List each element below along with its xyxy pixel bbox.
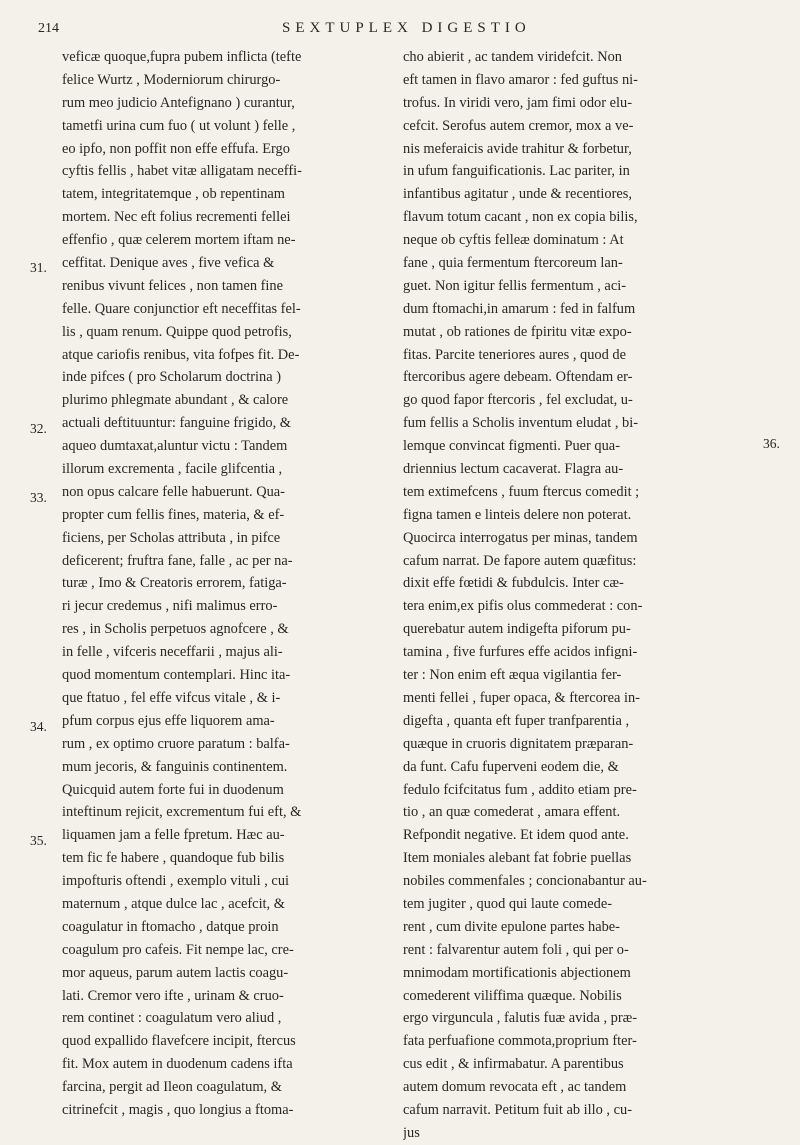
text-line: tio , an quæ comederat , amara effent. — [403, 804, 621, 821]
text-line: figna tamen e linteis delere non poterat. — [403, 506, 632, 523]
text-line: Item moniales alebant fat fobrie puellas — [403, 850, 632, 867]
text-line: tatem, integritatemque , ob repentinam — [62, 186, 285, 203]
text-line: liquamen jam a felle fpretum. Hæc au- — [62, 827, 285, 844]
text-line: trofus. In viridi vero, jam fimi odor elu- — [403, 94, 632, 111]
text-line: ficiens, per Scholas attributa , in pifce — [62, 529, 281, 546]
text-line: rum , ex optimo cruore paratum : balfa- — [62, 735, 290, 752]
running-title: SEXTUPLEX DIGESTIO — [282, 20, 531, 36]
text-line: nis meferaicis avide trahitur & forbetur, — [403, 140, 632, 157]
text-line: autem domum revocata eft , ac tandem — [403, 1079, 627, 1096]
text-line: plurimo phlegmate abundant , & calore — [62, 392, 289, 409]
text-line: actuali deftituuntur: fanguine frigido, & — [62, 415, 291, 432]
left-text-column — [62, 46, 398, 1122]
text-line: quæque in cruoris dignitatem præparan- — [403, 735, 634, 752]
margin-number: 32. — [30, 421, 47, 436]
text-line: Refpondit negative. Et idem quod ante. — [403, 827, 629, 844]
text-line: tem jugiter , quod qui laute comede- — [403, 895, 613, 912]
text-line: cefcit. Serofus autem cremor, mox a ve- — [403, 117, 634, 134]
text-line: que ftatuo , fel effe vifcus vitale , & i- — [62, 689, 281, 706]
text-line: citrinefcit , magis , quo longius a ftoma- — [62, 1101, 294, 1118]
text-line: tametfi urina cum fuo ( ut volunt ) felle , — [62, 117, 296, 134]
text-line: rent , cum divite epulone partes habe- — [403, 918, 620, 935]
text-line: quod momentum contemplari. Hinc ita- — [62, 667, 291, 684]
text-line: jus — [403, 1124, 420, 1141]
text-line: lati. Cremor vero ifte , urinam & cruo- — [62, 987, 284, 1004]
text-line: rem continet : coagulatum vero aliud , — [62, 1010, 282, 1027]
text-line: infantibus agitatur , unde & recentiores, — [403, 186, 632, 203]
text-line: fit. Mox autem in duodenum cadens ifta — [62, 1056, 293, 1073]
text-line: cho abierit , ac tandem viridefcit. Non — [403, 49, 622, 65]
text-line: rum meo judicio Antefignano ) curantur, — [62, 94, 295, 111]
text-line: cyftis fellis , habet vitæ alligatam neceffi- — [62, 163, 302, 180]
text-line: renibus vivunt felices , non tamen fine — [62, 277, 283, 294]
text-line: farcina, pergit ad Ileon coagulatum, & — [62, 1079, 282, 1096]
text-line: dixit effe fœtidi & fubdulcis. Inter cæ- — [403, 575, 624, 592]
text-line: nobiles commenfales ; concionabantur au- — [403, 873, 647, 890]
text-line: veficæ quoque,fupra pubem inflicta (tefte — [62, 49, 302, 65]
text-line: mutat , ob rationes de fpiritu vitæ expo- — [403, 323, 632, 340]
text-line: driennius lectum cacaverat. Flagra au- — [403, 461, 624, 478]
text-line: digefta , quanta eft fuper tranfparentia , — [403, 712, 630, 729]
text-line: fitas. Parcite teneriores aures , quod de — [403, 346, 626, 363]
text-line: ri jecur credemus , nifi malimus erro- — [62, 598, 278, 615]
text-line: da funt. Cafu fuperveni eodem die, & — [403, 758, 619, 775]
text-line: coagulum pro cafeis. Fit nempe lac, cre- — [62, 941, 294, 958]
text-line: coagulatur in ftomacho , datque proin — [62, 918, 279, 935]
text-line: cafum narravit. Petitum fuit ab illo , cu- — [403, 1101, 632, 1118]
text-line: go quod fapor ftercoris , fel excludat, u- — [403, 392, 633, 409]
text-line: lemque convincat figmenti. Puer qua- — [403, 438, 620, 455]
text-line: fum fellis a Scholis inventum eludat , bi- — [403, 415, 639, 432]
text-line: tem fic fe habere , quandoque fub bilis — [62, 850, 285, 867]
text-line: cus edit , & infirmabatur. A parentibus — [403, 1056, 624, 1073]
text-line: pfum corpus ejus effe liquorem ama- — [62, 712, 275, 729]
text-line: in ufum fanguificationis. Lac pariter, in — [403, 163, 630, 180]
page-number: 214 — [38, 21, 59, 36]
text-line: guet. Non igitur fellis fermentum , aci- — [403, 277, 626, 294]
text-line: dum ftomachi,in amarum : fed in falfum — [403, 300, 636, 317]
text-line: comederent viliffima quæque. Nobilis — [403, 987, 622, 1004]
text-line: mum jecoris, & fanguinis continentem. — [62, 758, 288, 775]
text-line: propter cum fellis fines, materia, & ef- — [62, 506, 285, 523]
text-line: effenfio , quæ celerem mortem iftam ne- — [62, 232, 296, 249]
text-line: turæ , Imo & Creatoris errorem, fatiga- — [62, 575, 287, 592]
text-line: fata perfuafione commota,proprium fter- — [403, 1033, 637, 1050]
text-line: inteftinum rejicit, excrementum fui eft, & — [62, 804, 302, 821]
text-line: mor aqueus, parum autem lactis coagu- — [62, 964, 289, 981]
text-line: eo ipfo, non poffit non effe effufa. Ergo — [62, 140, 290, 157]
text-line: lis , quam renum. Quippe quod petrofis, — [62, 323, 292, 340]
text-line: atque cariofis renibus, vita fofpes fit. De- — [62, 346, 300, 363]
text-line: tamina , five furfures effe acidos infigni- — [403, 644, 638, 661]
text-line: mnimodam mortificationis abjectionem — [403, 964, 631, 981]
text-line: neque ob cyftis felleæ dominatum : At — [403, 232, 624, 249]
margin-number: 31. — [30, 260, 47, 275]
margin-number: 35. — [30, 833, 47, 848]
margin-number: 34. — [30, 719, 47, 734]
text-line: Quicquid autem forte fui in duodenum — [62, 781, 284, 798]
text-line: ergo virguncula , falutis fuæ avida , præ- — [403, 1010, 638, 1027]
text-line: Quocirca interrogatus per minas, tandem — [403, 529, 638, 546]
text-line: deficerent; fruftra fane, falle , ac per na- — [62, 552, 293, 569]
text-line: tera enim,ex pifis olus commederat : con- — [403, 598, 643, 615]
text-line: ftercoribus agere debeam. Oftendam er- — [403, 369, 633, 386]
text-line: res , in Scholis perpetuos agnofcere , & — [62, 621, 289, 638]
text-line: inde pifces ( pro Scholarum doctrina ) — [62, 369, 281, 386]
text-line: ter : Non enim eft æqua vigilantia fer- — [403, 667, 622, 684]
text-line: non opus calcare felle habuerunt. Qua- — [62, 483, 285, 500]
text-line: menti fellei , fuper opaca, & ftercorea in- — [403, 689, 640, 706]
text-line: rent : falvarentur autem foli , qui per o- — [403, 941, 629, 958]
text-line: mortem. Nec eft folius recrementi fellei — [62, 209, 291, 226]
margin-number: 33. — [30, 490, 47, 505]
text-line: illorum excrementa , facile glifcentia , — [62, 461, 283, 478]
text-line: ceffitat. Denique aves , five vefica & — [62, 255, 275, 272]
text-line: eft tamen in flavo amaror : fed guftus ni- — [403, 71, 638, 88]
running-header — [24, 20, 776, 46]
margin-number: 36. — [763, 436, 780, 451]
text-line: felle. Quare conjunctior eft neceffitas fel- — [62, 300, 301, 317]
right-text-column — [403, 46, 741, 1145]
text-line: fane , quia fermentum ftercoreum lan- — [403, 255, 623, 272]
text-line: fedulo fcifcitatus fum , addito etiam pre- — [403, 781, 637, 798]
text-line: felice Wurtz , Moderniorum chirurgo- — [62, 71, 281, 88]
text-line: flavum totum cacant , non ex copia bilis, — [403, 209, 638, 226]
text-line: tem extimefcens , fuum ftercus comedit ; — [403, 483, 640, 500]
text-line: maternum , atque dulce lac , acefcit, & — [62, 895, 285, 912]
text-line: querebatur autem indigefta piforum pu- — [403, 621, 631, 638]
text-line: aqueo dumtaxat,aluntur victu : Tandem — [62, 438, 288, 455]
text-line: quod expallido flavefcere incipit, ftercus — [62, 1033, 296, 1050]
text-line: impofturis oftendi , exemplo vituli , cui — [62, 873, 290, 890]
text-line: in felle , vifceris neceffarii , majus ali- — [62, 644, 283, 661]
text-line: cafum narrat. De fapore autem quæfitus: — [403, 552, 637, 569]
